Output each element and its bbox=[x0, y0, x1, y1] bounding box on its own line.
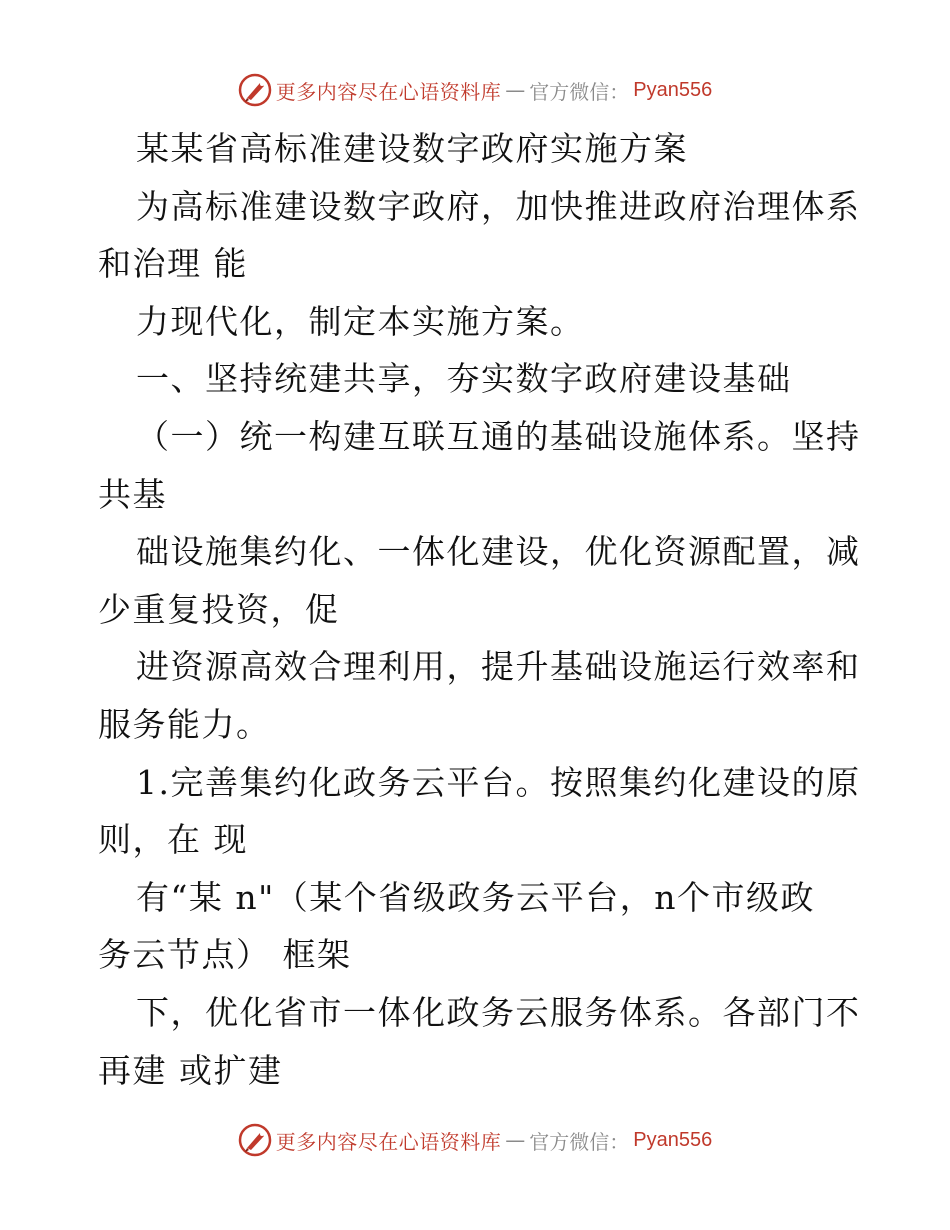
document-body bbox=[98, 120, 861, 1099]
paragraph-line: 服务能力。 bbox=[98, 704, 271, 744]
paragraph-line: 务云节点） 框架 bbox=[98, 935, 352, 975]
paragraph-line: 则，在 现 bbox=[98, 820, 248, 860]
paragraph-line: 础设施集约化、一体化建设，优化资源配置，减 bbox=[136, 532, 861, 572]
paragraph-line: （一）统一构建互联互通的基础设施体系。坚持 bbox=[136, 416, 861, 456]
footer-banner bbox=[0, 1120, 950, 1160]
footer-banner-title: 更多内容尽在心语资料库 bbox=[275, 1129, 502, 1154]
paragraph-line: 共基 bbox=[98, 474, 167, 514]
header-banner-content bbox=[238, 73, 712, 107]
document-title: 某某省高标准建设数字政府实施方案 bbox=[136, 129, 688, 168]
banner-wechat-id: Pyan556 bbox=[633, 78, 713, 101]
paragraph-line: 进资源高效合理利用，提升基础设施运行效率和 bbox=[136, 647, 861, 687]
footer-banner-wechat-id: Pyan556 bbox=[633, 1128, 713, 1151]
paragraph-line: 力现代化，制定本实施方案。 bbox=[136, 301, 585, 341]
paragraph-line: 少重复投资，促 bbox=[98, 589, 340, 629]
banner-wechat-label: 官方微信： bbox=[529, 79, 630, 104]
banner-dash: — bbox=[505, 78, 526, 102]
footer-banner-dash: — bbox=[505, 1128, 526, 1152]
paragraph-line: 和治理 能 bbox=[98, 244, 248, 284]
paragraph-line: 有“某 n"（某个省级政务云平台，n个市级政 bbox=[136, 877, 816, 917]
section-heading: 一、坚持统建共享，夯实数字政府建设基础 bbox=[136, 359, 792, 399]
quill-logo-icon bbox=[238, 73, 272, 107]
quill-logo-icon bbox=[238, 1123, 272, 1157]
banner-title: 更多内容尽在心语资料库 bbox=[275, 79, 502, 104]
header-banner bbox=[0, 70, 950, 110]
paragraph-line: 下，优化省市一体化政务云服务体系。各部门不 bbox=[136, 992, 861, 1032]
paragraph-line: 1.完善集约化政务云平台。按照集约化建设的原 bbox=[136, 762, 861, 802]
paragraph-line: 再建 或扩建 bbox=[98, 1050, 283, 1090]
footer-banner-content bbox=[238, 1123, 712, 1157]
footer-banner-wechat-label: 官方微信： bbox=[529, 1129, 630, 1154]
paragraph-line: 为高标准建设数字政府，加快推进政府治理体系 bbox=[136, 186, 861, 226]
